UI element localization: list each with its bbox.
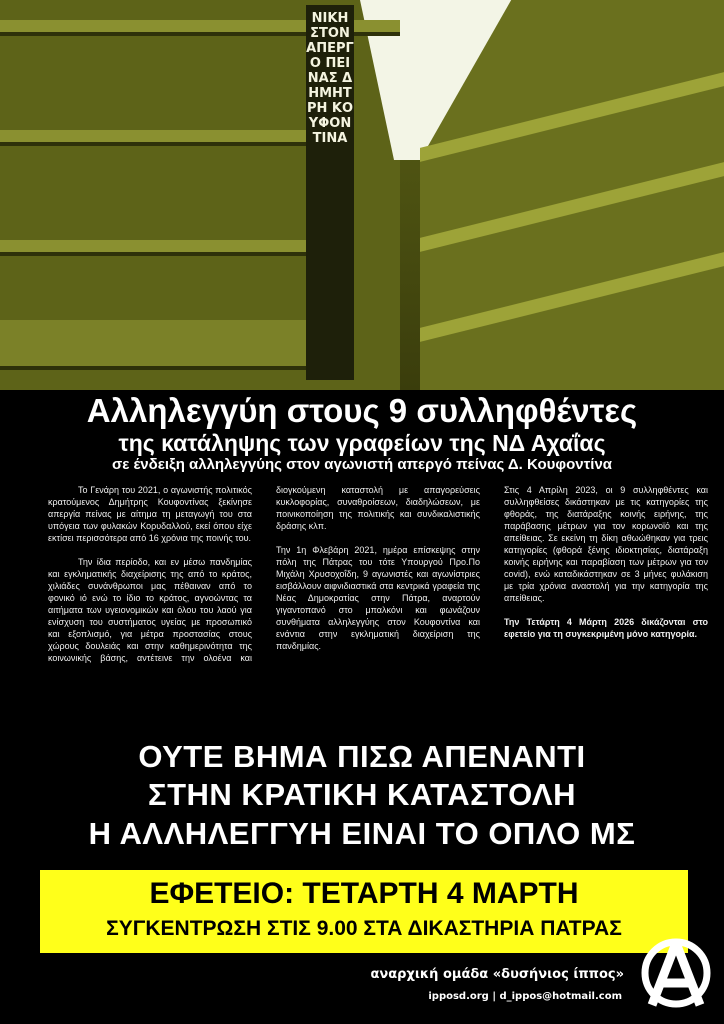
paragraph: Στις 4 Απρίλη 2023, οι 9 συλληφθέντες και συλληφθείσες δικάστηκαν με τις κατηγορίες της φθοράς, της διατάραξης κοινής ειρήνης, της παράβασης μέτρων για τον κορωνοϊό και της απείθειας. Σε εκείνη τη δίκη αθωώθηκαν για τρεις κατηγορίες (φθορά ξένης ιδιοκτησίας, διατάραξη κοινής ειρήνης και παραβίαση των μέτρων για τον covid), ενώ καταδικάστηκαν σε 3 μήνες φυλάκιση με τρία χρόνια αναστολή για την κατηγορία της απείθειας. — [504, 485, 708, 603]
paragraph: Την ίδια περίοδο, και εν μέσω πανδημίας και εγκληματικής διαχείρισης της από το κράτος, χιλιάδες συνάνθρωποι μας πέθαιναν από το φονικό ιό ενώ το ίδιο το κράτος, αγνοώντας τα αιτήματα των υγειονομικών και όλου του λαού για ενίσχυση του συστήματος υγείας με προσωπικό και εξοπλισμό, για μέτρα προστασίας στους χώρους δουλειάς και στην καθημερινότητα της κοινωνικής βάσης, αντέτεινε την ολοένα και διογκούμενη καταστολή με απαγορεύσεις κυκλοφορίας, συναθροίσεων, διαδηλώσεων, με ποινικοποίηση της πολιτικής και συνδικαλιστικής δράσης κλπ. — [48, 485, 480, 663]
balcony — [0, 320, 320, 370]
event-box — [40, 870, 688, 953]
tagline: σε ένδειξη αλληλεγγύης στον αγωνιστή απεργό πείνας Δ. Κουφοντίνα — [111, 456, 613, 473]
paragraph: Το Γενάρη του 2021, ο αγωνιστής πολιτικός κρατούμενος Δημήτρης Κουφοντίνας ξεκίνησε απεργία πείνας με αίτημα τη μεταγωγή του στα υπόγεια των φυλακών Κορυδαλλού, εκεί όπου είχε εκτίσει περισσότερα από 16 χρόνια της ποινής του. — [48, 485, 252, 543]
body-text — [48, 484, 708, 722]
slogan: ΣΤΗΝ ΚΡΑΤΙΚΗ ΚΑΤΑΣΤΟΛΗ — [148, 777, 576, 812]
paragraph: Την Τετάρτη 4 Μάρτη 2026 δικάζονται στο εφετείο για τη συγκεκριμένη μόνο κατηγορία. — [504, 617, 708, 639]
balcony — [0, 130, 330, 146]
group-name: αναρχική ομάδα «δυσήνιος ίππος» — [370, 967, 624, 982]
slogan: ΟΥΤΕ ΒΗΜΑ ΠΙΣΩ ΑΠΕΝΑΝΤΙ — [138, 739, 586, 774]
paragraph: Την 1η Φλεβάρη 2021, ημέρα επίσκεψης στην πόλη της Πάτρας του τότε Υπουργού Προ.Πο Μιχάλη Χρυσοχοΐδη, 9 αγωνιστές και αγωνίστριες εισβάλλουν αιφνιδιαστικά στα κεντρικά γραφεία της Νέας Δημοκρατίας στην Πάτρα, αναρτούν γιγαντοπανό στο μπαλκόνι και φωνάζουν συνθήματα αλληλεγγύης στον Κουφοντίνα και ενάντια στην εγκληματική διαχείριση της πανδημίας. — [276, 545, 480, 651]
protest-banner: ΝΙΚΗ ΣΤΟΝ ΑΠΕΡΓΟ ΠΕΙΝΑΣ ΔΗΜΗΤΡΗ ΚΟΥΦΟΝΤΙΝΑ — [306, 5, 354, 380]
event-detail: ΣΥΓΚΕΝΤΡΩΣΗ ΣΤΙΣ 9.00 ΣΤΑ ΔΙΚΑΣΤΗΡΙΑ ΠΑΤΡΑΣ — [106, 917, 622, 940]
building-photo — [0, 0, 724, 390]
headline: Αλληλεγγύη στους 9 συλληφθέντες — [86, 392, 638, 429]
subheadline: της κατάληψης των γραφείων της ΝΔ Αχαΐας — [118, 430, 606, 456]
event-title: ΕΦΕΤΕΙΟ: ΤΕΤΑΡΤΗ 4 ΜΑΡΤΗ — [149, 877, 579, 910]
contact-info: ipposd.org | d_ippos@hotmail.com — [428, 991, 622, 1002]
anarchy-logo-icon — [638, 935, 714, 1011]
slogan: Η ΑΛΛΗΛΕΓΓΥΗ ΕΙΝΑΙ ΤΟ ΟΠΛΟ ΜΣ — [88, 816, 636, 851]
balcony — [0, 240, 320, 256]
